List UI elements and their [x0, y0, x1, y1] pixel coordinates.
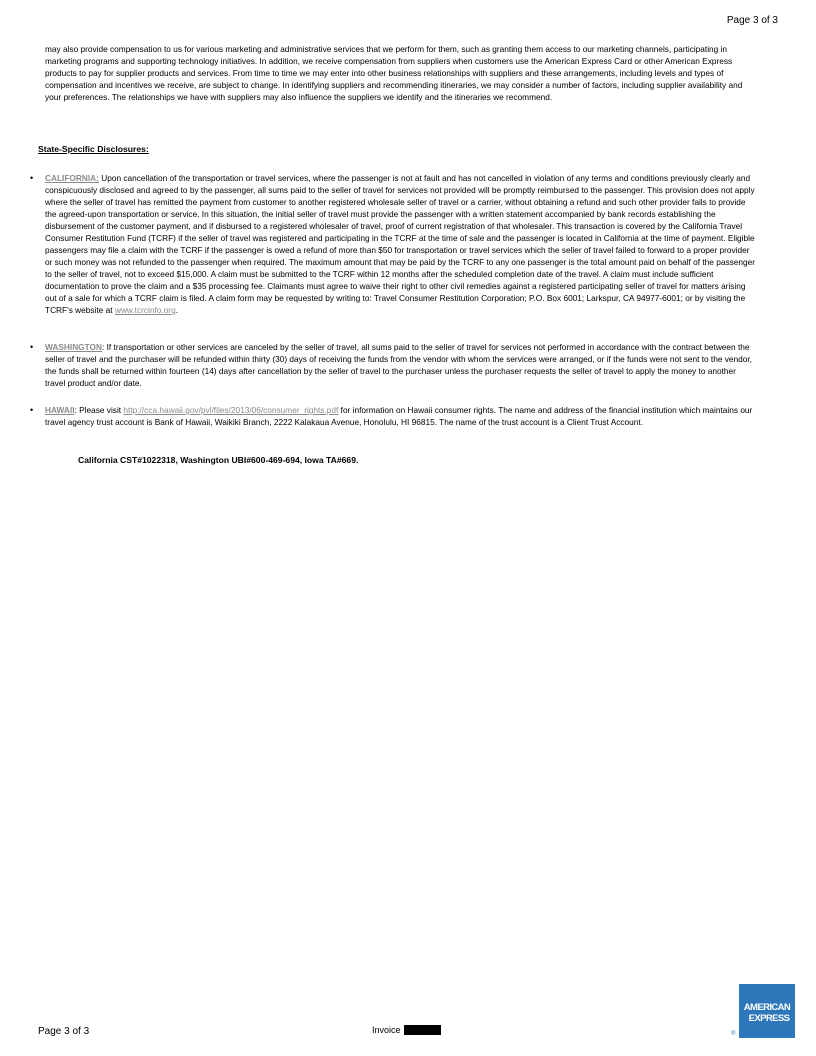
amex-logo-icon: [739, 984, 795, 1038]
intro-paragraph: may also provide compensation to us for various marketing and administrative services that we perform for them, such as granting them access to our marketing channels, participating in marketing programs and supporting technology initiatives. In addition, we receive compensation from suppliers when customers use the American Express Card or other American Express products to pay for supplier products and services. From time to time we may enter into other business relationships with suppliers and these arrangements, including levels and types of compensation and incentives we receive, are subject to change. In identifying suppliers and recommending itineraries, we may consider a number of factors, including supplier availability and your preferences. The relationships we have with suppliers may also influence the suppliers we identify and the itineraries we recommend.: [45, 44, 743, 102]
page-indicator-top: Page 3 of 3: [726, 15, 778, 26]
license-numbers: California CST#1022318, Washington UBI#600-469-694, Iowa TA#669.: [78, 455, 359, 465]
invoice-reference: [372, 1025, 441, 1035]
disclosure-body: [45, 172, 755, 316]
disclosure-text-end: .: [175, 305, 179, 315]
amex-logo-line2: EXPRESS: [748, 1013, 790, 1024]
bullet-icon: •: [30, 342, 34, 352]
amex-logo-line1: AMERICAN: [743, 1002, 791, 1013]
disclosure-text: : Please visit: [74, 405, 124, 415]
disclosure-body: [45, 404, 755, 428]
disclosure-text: Upon cancellation of the transportation or travel services, where the passenger is not at fault and has not cancelled in violation of any terms and conditions previously clearly and conspicuously disclosed and agreed to by the passenger, all sums paid to the seller of travel for services not provided will be promptly reimbursed to the passenger. This provision does not apply where the seller of travel has remitted the payment from customer to another registered wholesale seller of travel or a carrier, without obtaining a refund and such other provider fails to provide the agreed-upon transportation or service. In this situation, the initial seller of travel must provide the passenger with a written statement accompanied by bank records establishing the disbursement of the customer payment, and if disbursed to a registered wholesaler of travel, proof of current registration of that wholesaler. This transaction is covered by the California Travel Consumer Restitution Fund (TCRF) if the seller of travel was registered and participating in the TCRF at the time of sale and the passenger is located in California at the time of payment. Eligible passengers may file a claim with the TCRF if the passenger is owed a refund of more than $50 for transportation or travel services which the seller of travel failed to forward to a proper provider or such money was not refunded to the passenger when required. The maximum amount that may be paid by the TCRF to any one passenger is the total amount paid on behalf of the passenger to the seller of travel, not to exceed $15,000. A claim must be submitted to the TCRF within 12 months after the scheduled completion date of the travel. A claim must include sufficient documentation to prove the claim and a $35 processing fee. Claimants must agree to waive their right to other civil remedies against a registered participating seller of travel for matters arising out of a sale for which a TCRF claim is filed. A claim form may be requested by writing to: Travel Consumer Restitution Corporation; P.O. Box 6001; Larkspur, CA 94977-6001; or by visiting the TCRF's website at: [45, 173, 755, 315]
page-indicator-bottom: Page 3 of 3: [38, 1026, 90, 1037]
invoice-label: Invoice: [372, 1025, 401, 1035]
disclosure-text-end: for information on Hawaii consumer rights. The name and address of the financial institution which maintains our travel agency trust account is Bank of Hawaii, Waikiki Branch, 2222 Kalakaua Avenue, Honolulu, HI 96815. The name of the trust account is a Client Trust Account.: [45, 405, 753, 427]
bullet-icon: •: [30, 173, 34, 183]
state-label-washington: WASHINGTON: [45, 342, 103, 352]
disclosure-body: [45, 341, 755, 389]
tcrf-website-link[interactable]: www.tcrcinfo.org: [114, 305, 176, 315]
bullet-icon: •: [30, 405, 34, 415]
registered-mark: ®: [731, 1031, 736, 1037]
redacted-invoice-number: [404, 1025, 441, 1035]
state-label-hawaii: HAWAII: [45, 405, 75, 415]
disclosure-text: : If transportation or other services are canceled by the seller of travel, all sums paid to the seller of travel for services not performed in accordance with the contract between the seller of travel and the purchaser will be refunded within thirty (30) days of receiving the funds from the vendor with whom the services were arranged, or if the funds were not sent to the vendor, the funds shall be returned within fourteen (14) days after cancellation by the seller of travel to the purchaser unless the purchaser requests the seller of travel to apply the money to another travel product and/or date.: [45, 342, 752, 388]
state-label-california: CALIFORNIA:: [45, 173, 99, 183]
state-disclosures-heading: State-Specific Disclosures:: [38, 144, 149, 154]
hawaii-consumer-rights-link[interactable]: http://cca.hawaii.gov/pvl/files/2013/06/consumer_rights.pdf: [123, 405, 339, 415]
